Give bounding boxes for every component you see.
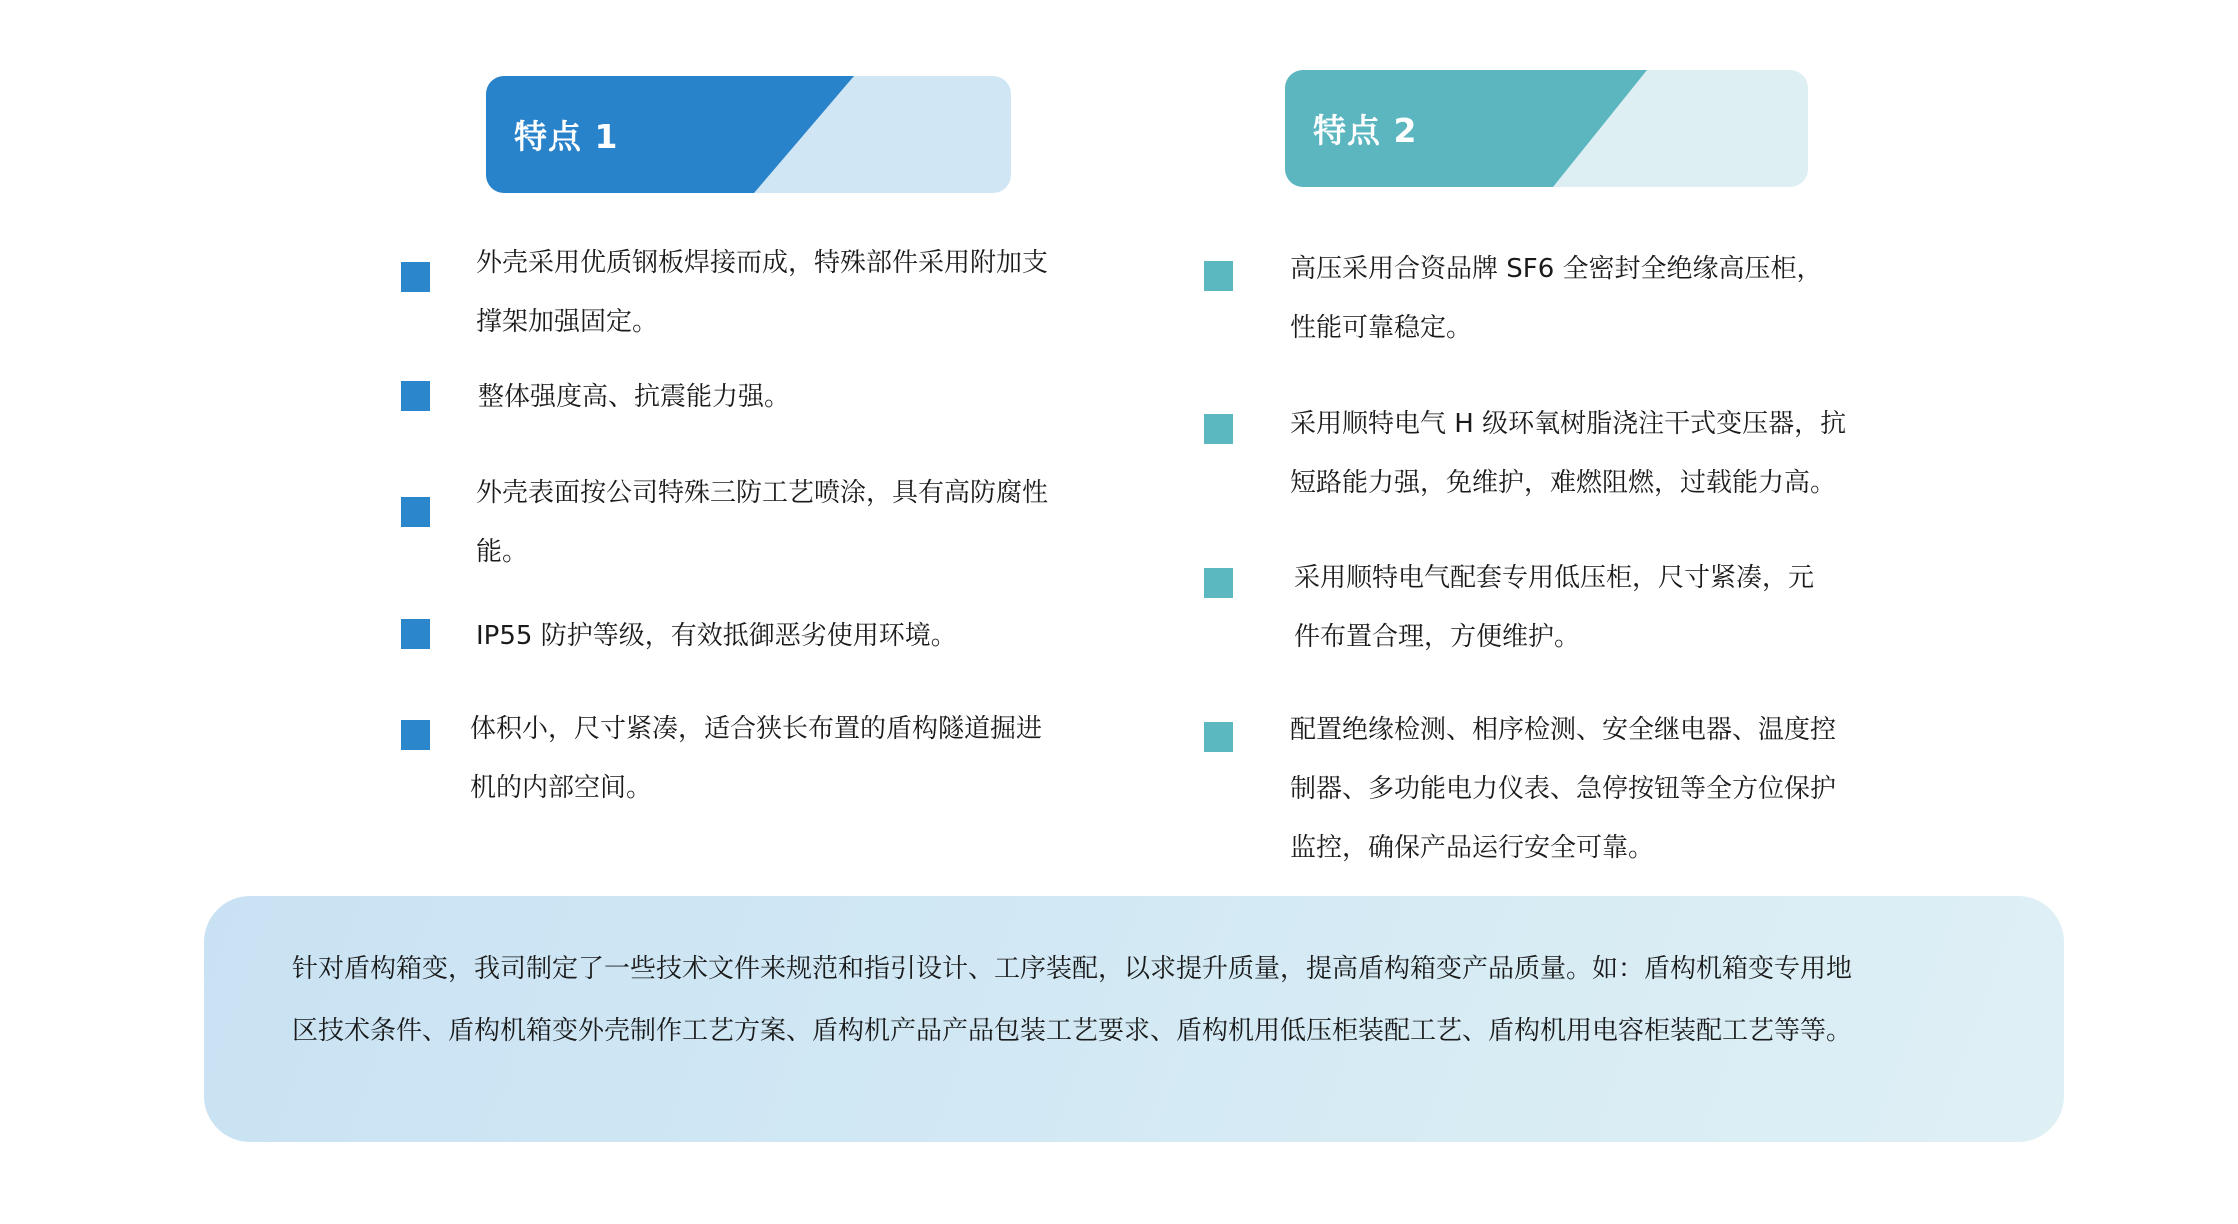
- feature-2-title: 特点 2: [1313, 111, 1418, 150]
- item-line: 外壳采用优质钢板焊接而成，特殊部件采用附加支: [476, 248, 1049, 278]
- feature-2-item-2: [1290, 395, 1846, 513]
- item-line: 件布置合理，方便维护。: [1294, 622, 1581, 652]
- feature-2-item-1: [1290, 240, 1823, 358]
- bullet-square-icon: [401, 619, 430, 649]
- summary-panel: [204, 896, 2064, 1142]
- bullet-square-icon: [401, 720, 430, 750]
- bullet-square-icon: [1204, 722, 1233, 752]
- summary-text: [292, 938, 2002, 1062]
- feature-1-item-3: [476, 464, 1048, 582]
- item-line: 采用顺特电气 H 级环氧树脂浇注干式变压器，抗: [1290, 409, 1847, 439]
- feature-2-item-4: [1290, 701, 1836, 878]
- feature-1-item-4: [476, 607, 957, 666]
- feature-1-title: 特点 1: [514, 117, 619, 156]
- feature-1-item-1: [476, 234, 1048, 352]
- bullet-square-icon: [401, 262, 430, 292]
- bullet-square-icon: [401, 381, 430, 411]
- item-line: 采用顺特电气配套专用低压柜，尺寸紧凑，元: [1294, 563, 1815, 593]
- item-line: 体积小，尺寸紧凑，适合狭长布置的盾构隧道掘进: [470, 714, 1043, 744]
- item-line: 短路能力强，免维护，难燃阻燃，过载能力高。: [1290, 468, 1837, 498]
- item-line: 性能可靠稳定。: [1290, 313, 1473, 343]
- bullet-square-icon: [1204, 568, 1233, 598]
- item-line: 机的内部空间。: [470, 773, 653, 803]
- feature-2-item-3: [1294, 549, 1814, 667]
- feature-1-header: [486, 76, 1011, 193]
- item-line: 外壳表面按公司特殊三防工艺喷涂，具有高防腐性: [476, 478, 1049, 508]
- feature-2-header: [1285, 70, 1808, 187]
- bullet-square-icon: [1204, 261, 1233, 291]
- item-line: 制器、多功能电力仪表、急停按钮等全方位保护: [1290, 774, 1837, 804]
- feature-1-item-5: [470, 700, 1042, 818]
- item-line: 撑架加强固定。: [476, 307, 659, 337]
- item-line: 整体强度高、抗震能力强。: [478, 382, 791, 412]
- item-line: 配置绝缘检测、相序检测、安全继电器、温度控: [1290, 715, 1837, 745]
- summary-line: 区技术条件、盾构机箱变外壳制作工艺方案、盾构机产品产品包装工艺要求、盾构机用低压柜装配工艺、盾构机用电容柜装配工艺等等。: [292, 1016, 1853, 1046]
- item-line: 监控，确保产品运行安全可靠。: [1290, 833, 1655, 863]
- feature-1-item-2: [478, 368, 790, 427]
- bullet-square-icon: [401, 497, 430, 527]
- bullet-square-icon: [1204, 414, 1233, 444]
- item-line: IP55 防护等级，有效抵御恶劣使用环境。: [476, 621, 957, 651]
- item-line: 能。: [476, 537, 529, 567]
- item-line: 高压采用合资品牌 SF6 全密封全绝缘高压柜，: [1290, 254, 1823, 284]
- summary-line: 针对盾构箱变，我司制定了一些技术文件来规范和指引设计、工序装配，以求提升质量，提高盾构箱变产品质量。如：盾构机箱变专用地: [292, 954, 1853, 984]
